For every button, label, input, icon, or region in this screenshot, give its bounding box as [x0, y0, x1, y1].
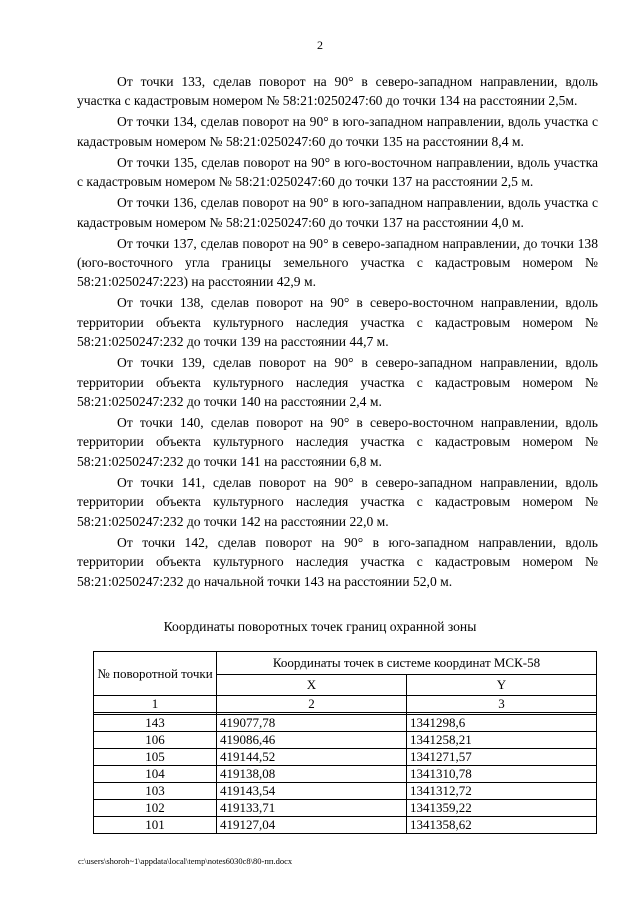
header-point-number: № поворотной точки — [94, 652, 217, 696]
y-cell: 1341298,6 — [407, 715, 597, 732]
x-cell: 419077,78 — [217, 715, 407, 732]
paragraph: От точки 133, сделав поворот на 90° в северо-западном направлении, вдоль участка с кадастровым номером № 58:21:0250247:60 до точки 134 на расстоянии 2,5м. — [77, 74, 598, 109]
y-cell: 1341258,21 — [407, 732, 597, 749]
point-cell: 106 — [94, 732, 217, 749]
x-cell: 419127,04 — [217, 817, 407, 834]
footer-file-path: c:\users\shoroh~1\appdata\local\temp\notes6030c8\80-пп.docx — [78, 856, 293, 866]
table-row — [94, 766, 597, 783]
body-text — [77, 72, 598, 593]
page-number: 2 — [317, 38, 323, 52]
x-cell: 419086,46 — [217, 732, 407, 749]
table-row — [94, 817, 597, 834]
table-row — [94, 749, 597, 766]
x-cell: 419144,52 — [217, 749, 407, 766]
header-coordinate-system: Координаты точек в системе координат МСК-58 — [217, 652, 597, 675]
point-cell: 105 — [94, 749, 217, 766]
paragraph: От точки 141, сделав поворот на 90° в северо-западном направлении, вдоль территории объекта культурного наследия участка с кадастровым номером № 58:21:0250247:232 до точки 142 на расстоянии 22,0 м. — [77, 474, 598, 529]
paragraph: От точки 136, сделав поворот на 90° в юго-западном направлении, вдоль участка с кадастровым номером № 58:21:0250247:60 до точки 137 на расстоянии 4,0 м. — [77, 195, 598, 230]
point-cell: 103 — [94, 783, 217, 800]
point-cell: 143 — [94, 715, 217, 732]
column-index: 3 — [407, 696, 597, 713]
y-cell: 1341310,78 — [407, 766, 597, 783]
paragraph: От точки 139, сделав поворот на 90° в северо-западном направлении, вдоль территории объекта культурного наследия участка с кадастровым номером № 58:21:0250247:232 до точки 140 на расстоянии 2,4 м. — [77, 355, 598, 410]
table-row — [94, 800, 597, 817]
y-cell: 1341358,62 — [407, 817, 597, 834]
point-cell: 104 — [94, 766, 217, 783]
x-cell: 419138,08 — [217, 766, 407, 783]
column-index: 1 — [94, 696, 217, 713]
coordinates-table — [93, 651, 597, 834]
table-body — [94, 715, 597, 834]
x-cell: 419143,54 — [217, 783, 407, 800]
y-cell: 1341312,72 — [407, 783, 597, 800]
paragraph: От точки 138, сделав поворот на 90° в северо-восточном направлении, вдоль территории объекта культурного наследия участка с кадастровым номером № 58:21:0250247:232 до точки 139 на расстоянии 44,7 м. — [77, 295, 598, 350]
table-caption: Координаты поворотных точек границ охранной зоны — [163, 619, 477, 634]
paragraph: От точки 135, сделав поворот на 90° в юго-восточном направлении, вдоль участка с кадастровым номером № 58:21:0250247:60 до точки 137 на расстоянии 2,5 м. — [77, 154, 598, 190]
column-index-row — [94, 696, 597, 713]
y-cell: 1341359,22 — [407, 800, 597, 817]
point-cell: 102 — [94, 800, 217, 817]
header-y: Y — [407, 675, 597, 696]
paragraph: От точки 134, сделав поворот на 90° в юго-западном направлении, вдоль участка с кадастровым номером № 58:21:0250247:60 до точки 135 на расстоянии 8,4 м. — [77, 114, 598, 149]
point-cell: 101 — [94, 817, 217, 834]
header-x: X — [217, 675, 407, 696]
table-row — [94, 783, 597, 800]
x-cell: 419133,71 — [217, 800, 407, 817]
table-row — [94, 715, 597, 732]
y-cell: 1341271,57 — [407, 749, 597, 766]
column-index: 2 — [217, 696, 407, 713]
paragraph: От точки 142, сделав поворот на 90° в юго-западном направлении, вдоль территории объекта культурного наследия участка с кадастровым номером № 58:21:0250247:232 до начальной точки 143 на расстоянии 52,0 м. — [77, 534, 598, 589]
paragraph: От точки 137, сделав поворот на 90° в северо-западном направлении, до точки 138 (юго-восточного угла границы земельного участка с кадастровым номером № 58:21:0250247:223) на расстоянии 42,9 м. — [77, 235, 598, 290]
paragraph: От точки 140, сделав поворот на 90° в северо-восточном направлении, вдоль территории объекта культурного наследия участка с кадастровым номером № 58:21:0250247:232 до точки 141 на расстоянии 6,8 м. — [77, 415, 598, 469]
table-row — [94, 732, 597, 749]
